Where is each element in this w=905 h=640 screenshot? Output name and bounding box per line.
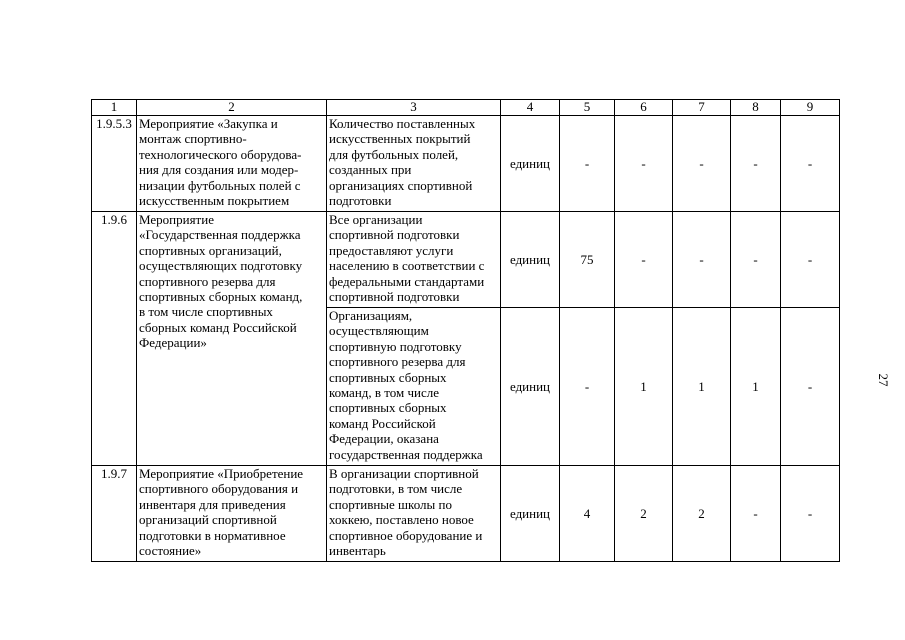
value-col-8: - bbox=[731, 116, 781, 212]
header-cell-8: 8 bbox=[731, 100, 781, 116]
value-col-9: - bbox=[781, 116, 840, 212]
value-col-5: - bbox=[560, 308, 615, 466]
event-name: Мероприятие «Государственная поддержка спортивных организаций, осуществляющих подготовку спортивного резерва для спортивных сборных команд, в том числе спортивных сборных команд Российской Федерации» bbox=[137, 212, 327, 466]
header-cell-7: 7 bbox=[673, 100, 731, 116]
row-number: 1.9.6 bbox=[92, 212, 137, 466]
header-cell-5: 5 bbox=[560, 100, 615, 116]
header-cell-6: 6 bbox=[615, 100, 673, 116]
value-col-9: - bbox=[781, 308, 840, 466]
header-cell-1: 1 bbox=[92, 100, 137, 116]
indicator-text: Организациям, осуществляющим спортивную подготовку спортивного резерва для спортивных сборных команд, в том числе спортивных сборных команд Российской Федерации, оказана государственная поддержка bbox=[327, 308, 501, 466]
value-col-6: 1 bbox=[615, 308, 673, 466]
unit-cell: единиц bbox=[501, 212, 560, 308]
table-row bbox=[92, 116, 840, 212]
value-col-7: - bbox=[673, 116, 731, 212]
unit-cell: единиц bbox=[501, 308, 560, 466]
value-col-6: - bbox=[615, 116, 673, 212]
row-number: 1.9.5.3 bbox=[92, 116, 137, 212]
value-col-5: - bbox=[560, 116, 615, 212]
value-col-7: 1 bbox=[673, 308, 731, 466]
value-col-8: 1 bbox=[731, 308, 781, 466]
event-name: Мероприятие «Закупка и монтаж спортивно- технологического оборудова- ния для создания или модер- низации футбольных полей с искусственным покрытием bbox=[137, 116, 327, 212]
value-col-9: - bbox=[781, 466, 840, 562]
indicator-text: Все организации спортивной подготовки предоставляют услуги населению в соответствии с федеральными стандартами спортивной подготовки bbox=[327, 212, 501, 308]
indicator-text: Количество поставленных искусственных покрытий для футбольных полей, созданных при организациях спортивной подготовки bbox=[327, 116, 501, 212]
value-col-8: - bbox=[731, 466, 781, 562]
value-col-8: - bbox=[731, 212, 781, 308]
value-col-6: 2 bbox=[615, 466, 673, 562]
header-cell-4: 4 bbox=[501, 100, 560, 116]
indicator-text: В организации спортивной подготовки, в том числе спортивные школы по хоккею, поставлено новое спортивное оборудование и инвентарь bbox=[327, 466, 501, 562]
table-header-row bbox=[92, 100, 840, 116]
table-row bbox=[92, 212, 840, 308]
unit-cell: единиц bbox=[501, 466, 560, 562]
event-name: Мероприятие «Приобретение спортивного оборудования и инвентаря для приведения организаций спортивной подготовки в нормативное состояние» bbox=[137, 466, 327, 562]
header-cell-2: 2 bbox=[137, 100, 327, 116]
value-col-7: - bbox=[673, 212, 731, 308]
value-col-6: - bbox=[615, 212, 673, 308]
page-number: 27 bbox=[876, 373, 891, 387]
value-col-9: - bbox=[781, 212, 840, 308]
row-number: 1.9.7 bbox=[92, 466, 137, 562]
unit-cell: единиц bbox=[501, 116, 560, 212]
value-col-5: 75 bbox=[560, 212, 615, 308]
value-col-7: 2 bbox=[673, 466, 731, 562]
table-row bbox=[92, 466, 840, 562]
header-cell-9: 9 bbox=[781, 100, 840, 116]
header-cell-3: 3 bbox=[327, 100, 501, 116]
value-col-5: 4 bbox=[560, 466, 615, 562]
data-table bbox=[91, 99, 840, 562]
